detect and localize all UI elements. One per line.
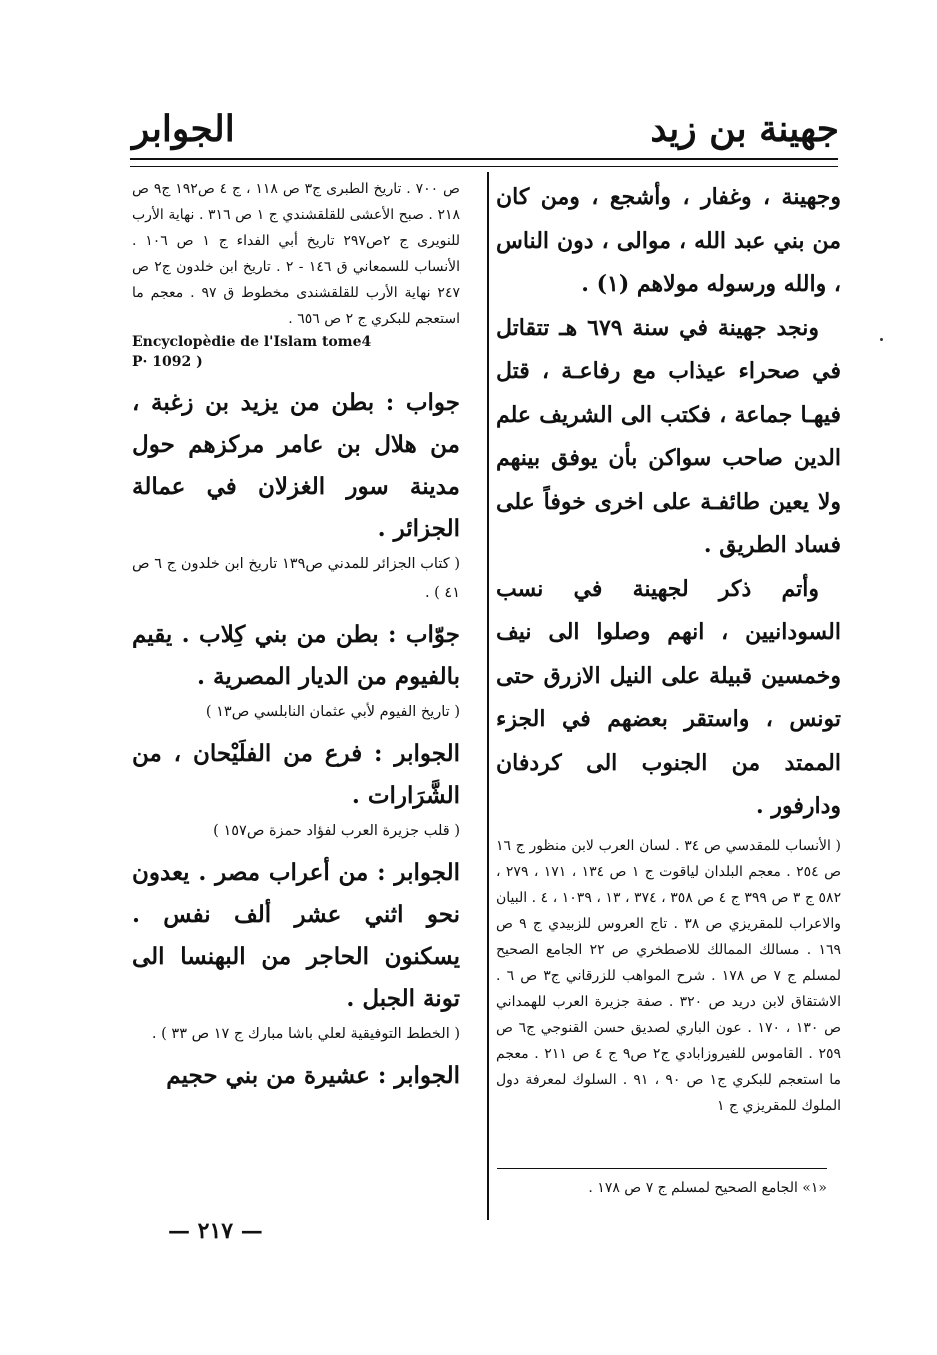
entry-text: جواب : بطن من يزيد بن زغبة ، من هلال بن عامر مركزهم حول مدينة سور الغزلان في عمالة الجزائر . bbox=[132, 389, 460, 542]
entry-reference: ( تاريخ الفيوم لأبي عثمان النابلسي ص١٣ ) bbox=[205, 704, 460, 720]
header-rule bbox=[130, 158, 838, 160]
running-head-left: الجوابر bbox=[132, 108, 235, 150]
left-column bbox=[132, 176, 460, 1097]
running-head-right: جهينة بن زيد bbox=[650, 108, 839, 150]
entry-text: الجوابر : فرع من الفلَيْحان ، من الشَّرَارات . bbox=[132, 740, 460, 809]
header-rule-thin bbox=[130, 166, 838, 167]
right-column bbox=[496, 176, 841, 1119]
entry-text: الجوابر : عشيرة من بني حجيم bbox=[166, 1062, 460, 1089]
margin-mark bbox=[880, 338, 883, 341]
references: ( الأنساب للمقدسي ص ٣٤ . لسان العرب لابن منظور ج ١٦ ص ٢٥٤ . معجم البلدان لياقوت ج ١ ص ١٣٤ ، ١٧١ ، ٢٧٩ ، ٥٨٢ ج ٣ ص ٣٩٩ ج ٤ ص ٣٥٨ ، ٣٧٤ ، ١٣ ، ١٠٣٩ ، ٤ . البيان والاعراب للمقريزي ص ٣٨ . تاج العروس للزبيدي ج ٩ ص ١٦٩ . مسالك الممالك للاصطخري ص ٢٢ الجامع الصحيح لمسلم ج ٧ ص ١٧٨ . شرح المواهب للزرقاني ج٣ ص ٦ . الاشتقاق لابن دريد ص ٣٢٠ . صفة جزيرة العرب للهمداني ص ١٣٠ ، ١٧٠ . عون الباري لصديق حسن القنوجي ج٦ ص ٢٥٩ . القاموس للفيروزابادي ج٢ ص٩ ج ٤ ص ٢١١ . معجم ما استعجم للبكري ج١ ص ٩٠ ، ٩١ . السلوك لمعرفة دول الملوك للمقريزي ج ١ bbox=[496, 837, 842, 1114]
footnote-rule bbox=[497, 1168, 827, 1169]
page-number: — ٢١٧ — bbox=[168, 1218, 263, 1244]
entry-text: الجوابر : من أعراب مصر . يعدون نحو اثني عشر ألف نفس . يسكنون الحاجر من البهنسا الى تونة الجبل . bbox=[132, 859, 460, 1012]
references: ص ٧٠٠ . تاريخ الطبرى ج٣ ص ١١٨ ، ج ٤ ص١٩٢ ج٩ ص ٢١٨ . صبح الأعشى للقلقشندي ج ١ ص ٣١٦ . نهاية الأرب للنويرى ج ٢ص٢٩٧ تاريخ أبي الفداء ج ١ ص ١٠٦ . الأنساب للسمعاني ق ١٤٦ - ٢ . تاريخ ابن خلدون ج٢ ص ٢٤٧ نهاية الأرب للقلقشندى مخطوط ق ٩٧ . معجم ما استعجم للبكري ج ٢ ص ٦٥٦ . bbox=[132, 181, 461, 327]
paragraph: وأتم ذكر لجهينة في نسب السودانيين ، انهم وصلوا الى نيف وخمسين قبيلة على النيل الازرق حتى تونس ، واستقر بعضهم في الجزء الممتد من الجنوب الى كردفان ودارفور . bbox=[496, 575, 841, 819]
entry-reference: ( قلب جزيرة العرب لفؤاد حمزة ص١٥٧ ) bbox=[213, 823, 460, 839]
column-divider bbox=[487, 172, 489, 1220]
latin-reference: Encyclopèdie de l'Islam tome4 bbox=[132, 334, 372, 350]
footnote: «١» الجامع الصحيح لمسلم ج ٧ ص ١٧٨ . bbox=[588, 1180, 827, 1196]
entry-reference: ( الخطط التوفيقية لعلي باشا مبارك ج ١٧ ص ٣٣ ) . bbox=[151, 1026, 460, 1042]
latin-reference: P· 1092 ) bbox=[132, 354, 203, 370]
entry-text: جوّاب : بطن من بني كِلاب . يقيم بالفيوم من الديار المصرية . bbox=[132, 621, 460, 690]
paragraph: ونجد جهينة في سنة ٦٧٩ هـ تتقاتل في صحراء عيذاب مع رفاعـة ، قتل فيهـا جماعة ، فكتب الى الشريف علم الدين صاحب سواكن بأن يوفق بينهم ولا يعين طائفـة على اخرى خوفاً على فساد الطريق . bbox=[496, 314, 841, 558]
entry-reference: ( كتاب الجزائر للمدني ص١٣٩ تاريخ ابن خلدون ج ٦ ص ٤١ ) . bbox=[132, 556, 461, 601]
paragraph: وجهينة ، وغفار ، وأشجع ، ومن كان من بني عبد الله ، موالى ، دون الناس ، والله ورسوله مولاهم (١) . bbox=[496, 184, 841, 297]
